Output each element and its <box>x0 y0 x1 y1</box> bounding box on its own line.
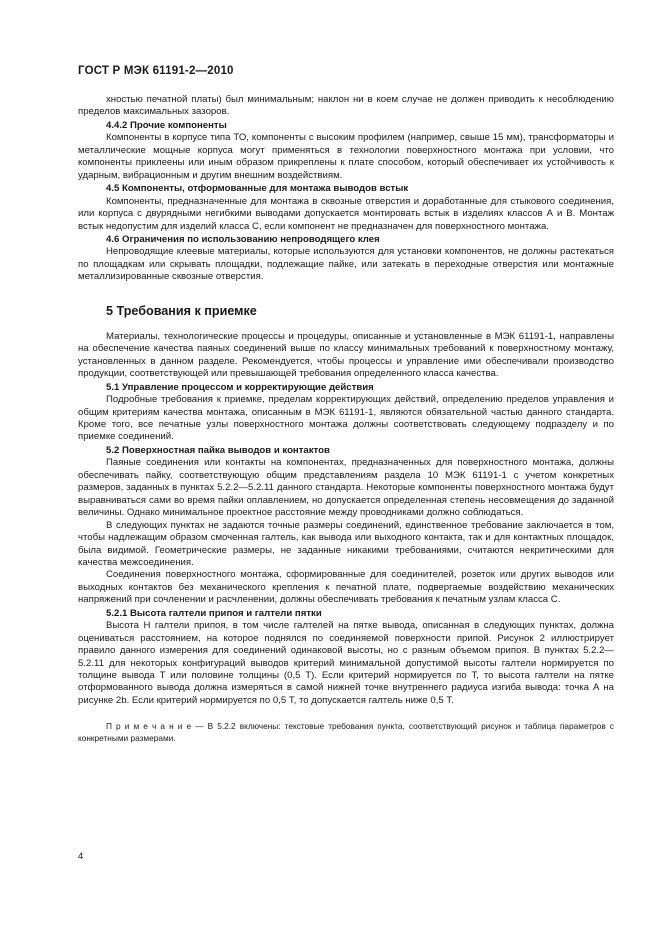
document-body <box>78 94 614 744</box>
body-paragraph: Непроводящие клеевые материалы, которые используются для установки компонентов, не должны растекаться по площадкам или скрывать площадки, подлежащие пайке, или затекать в переходные отверстия или монтажные металлизированные сквозные отверстия. <box>78 246 614 283</box>
body-paragraph: Высота H галтели припоя, в том числе галтелей на пятке вывода, описанная в следующих пунктах, должна оцениваться расстоянием, на которое поднялся по соединяемой поверхности припой. Рисунок 2 иллюстрирует правило данного измерения для соединений одинаковой высоты, но с разным объемом припоя. В пунктах 5.2.2—5.2.11 для некоторых конфигураций выводов критерий минимальной допустимой высоты галтели нормируется по толщине вывода T или половине толщины (0,5 T). Если критерий нормируется по T, то высота галтели на пятке отформованного вывода должна измеряться в самой нижней точке внутреннего радиуса изгиба вывода: точка А на рисунке 2b. Если критерий нормируется по 0,5 T, то допускается галтель ниже 0,5 T. <box>78 620 614 706</box>
section-heading: 5 Требования к приемке <box>106 303 257 318</box>
body-paragraph: Паяные соединения или контакты на компонентах, предназначенных для поверхностного монтажа, должны обеспечивать пайку, соответствующую общим представлениям раздела 10 МЭК 61191-1 с учетом конкретных размеров, заданных в пунктах 5.2.2—5.2.11 данного стандарта. Некоторые компоненты поверхностного монтажа будут выравниваться сами во время пайки оплавлением, но допускается определенная степень несовмещения до заданной величины. Однако минимальное проектное расстояние между проводниками должно соблюдаться. <box>78 457 614 519</box>
body-paragraph: Подробные требования к приемке, пределам корректирующих действий, определению пределов управления и общим критериям качества монтажа, описанным в МЭК 61191-1, являются обязательной частью данного стандарта. Кроме того, все печатные узлы поверхностного монтажа должны соответствовать следующему подразделу и по приемке соединений. <box>78 394 614 443</box>
subsection-heading: 4.4.2 Прочие компоненты <box>106 119 227 131</box>
subsection-heading: 5.2 Поверхностная пайка выводов и контактов <box>106 444 330 456</box>
page-number: 4 <box>78 851 84 862</box>
subsection-heading: 5.2.1 Высота галтели припоя и галтели пятки <box>106 607 322 619</box>
note-paragraph: П р и м е ч а н и е — В 5.2.2 включены: текстовые требования пункта, соответствующий рисунок и таблица параметров с конкретными размерами. <box>78 721 614 743</box>
body-paragraph: Соединения поверхностного монтажа, сформированные для соединителей, розеток или других выводов или выходных контактов без механического крепления к печатной плате, подвергаемые воздействию механических напряжений при сочленении и расчленении, должны обеспечивать требования к печатным узлам класса С. <box>78 569 614 606</box>
subsection-heading: 4.5 Компоненты, отформованные для монтажа выводов встык <box>106 183 409 195</box>
document-header-code: ГОСТ Р МЭК 61191-2—2010 <box>78 65 234 77</box>
body-paragraph: Компоненты, предназначенные для монтажа в сквозные отверстия и доработанные для стыкового соединения, или корпуса с двурядными негибкими выводами допускается монтировать встык в изделиях классов А и В. Монтаж встык недопустим для изделий класса С, если компонент не предназначен для поверхностного монтажа. <box>78 195 614 232</box>
subsection-heading: 4.6 Ограничения по использованию непроводящего клея <box>106 233 380 245</box>
body-paragraph: Материалы, технологические процессы и процедуры, описанные и установленные в МЭК 61191-1, направлены на обеспечение качества паяных соединений выше по классу минимальных требований к поверхностному монтажу, установленных в данном разделе. Рекомендуется, чтобы процессы и управление ими обеспечивали производство продукции, соответствующей или превышающей требования определенного класса качества. <box>78 330 614 380</box>
body-paragraph: В следующих пунктах не задаются точные размеры соединений, единственное требование заключается в том, чтобы надлежащим образом смоченная галтель, как вывода или выходного контакта, так и для контактных площадок, была видимой. Геометрические размеры, не заданные никакими требованиями, считаются некритическими для качества межсоединения. <box>78 519 614 568</box>
subsection-heading: 5.1 Управление процессом и корректирующие действия <box>106 381 374 393</box>
body-paragraph: Компоненты в корпусе типа ТО, компоненты с высоким профилем (например, свыше 15 мм), трансформаторы и металлические мощные корпуса могут применяться в технологии поверхностного монтажа при условии, что компоненты приклеены или иным образом прикреплены к плате способом, который обеспечивает их устойчивость к ударным, вибрационным и другим внешним воздействиям. <box>78 132 614 181</box>
body-paragraph: хностью печатной платы) был минимальным; наклон ни в коем случае не должен приводить к несоблюдению пределов максимальных зазоров. <box>78 94 614 118</box>
